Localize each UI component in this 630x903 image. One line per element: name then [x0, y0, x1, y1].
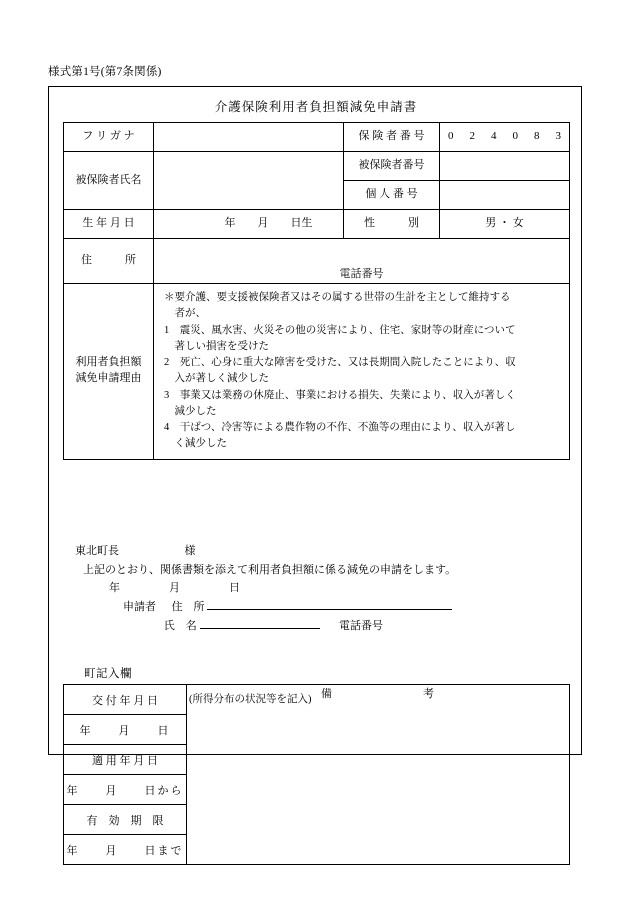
- apply-date-value[interactable]: 年 月 日から: [64, 775, 187, 805]
- table-row: [64, 152, 570, 181]
- addressee-suffix: 様: [184, 545, 196, 557]
- gender-value[interactable]: 男 ・ 女: [440, 210, 570, 239]
- remarks-note: (所得分布の状況等を記入): [189, 694, 312, 705]
- insurer-digit: 4: [491, 130, 497, 143]
- insurer-digit: 0: [448, 130, 454, 143]
- insurer-number-label: 保 険 者 番 号: [344, 123, 440, 152]
- valid-period-label: 有 効 期 限: [64, 805, 187, 835]
- form-number: 様式第1号(第7条関係): [48, 66, 162, 78]
- insurer-digit: 2: [469, 130, 475, 143]
- table-row: [64, 239, 570, 284]
- apply-date-label: 適 用 年 月 日: [64, 745, 187, 775]
- remarks-label-left: 備: [321, 688, 333, 700]
- birthdate-value[interactable]: 年 月 日生: [154, 210, 344, 239]
- page-title: 介護保険利用者負担額減免申請書: [214, 100, 418, 114]
- town-entry-table: [63, 684, 570, 865]
- insured-name-value[interactable]: [154, 152, 344, 210]
- reason-label: [64, 284, 154, 460]
- submission-date-line[interactable]: 年 月 日: [109, 582, 244, 595]
- table-row: [64, 685, 570, 715]
- remarks-label-right: 考: [423, 688, 435, 700]
- reason-content[interactable]: [154, 284, 570, 460]
- insurer-digit: 3: [555, 130, 561, 143]
- town-section-label: 町記入欄: [84, 668, 132, 680]
- personal-number-label: 個 人 番 号: [344, 181, 440, 210]
- reason-line: 者が、: [164, 308, 206, 320]
- reason-label-line2: 減免申請理由: [75, 372, 142, 385]
- insurer-number-digits: [440, 129, 569, 145]
- valid-period-value[interactable]: 年 月 日まで: [64, 835, 187, 865]
- address-value[interactable]: [154, 239, 570, 284]
- applicant-name-label: 氏 名: [163, 619, 197, 632]
- applicant-label: 申請者: [123, 601, 156, 614]
- insurer-digit: 8: [534, 130, 540, 143]
- applicant-address-line: [63, 598, 569, 617]
- applicant-phone-label: 電話番号: [339, 619, 383, 632]
- remarks-cell[interactable]: [187, 685, 570, 865]
- reason-line: 1 震災、風水害、火災その他の災害により、住宅、家財等の財産について: [164, 324, 516, 336]
- table-row: [64, 123, 570, 152]
- issue-date-label: 交 付 年 月 日: [64, 685, 187, 715]
- birthdate-label: 生 年 月 日: [64, 210, 154, 239]
- furigana-value[interactable]: [154, 123, 344, 152]
- gender-label: 性 別: [344, 210, 440, 239]
- insurer-number-value: [440, 123, 570, 152]
- reason-line: ＊要介護、要支援被保険者又はその属する世帯の生計を主として維持する: [164, 292, 511, 303]
- reason-line: 減少した: [164, 405, 217, 417]
- reason-line: 3 事業又は業務の休廃止、事業における損失、失業により、収入が著しく: [164, 389, 516, 401]
- reason-line: 著しい損害を受けた: [164, 340, 269, 352]
- table-row: [64, 284, 570, 460]
- reason-line: 入が著しく減少した: [164, 373, 269, 385]
- addressee: 東北町長: [75, 545, 119, 557]
- applicant-information-table: [63, 122, 570, 460]
- applicant-address-label: 住 所: [171, 601, 205, 614]
- form-outer-frame: [48, 86, 582, 857]
- issue-date-value[interactable]: 年 月 日: [64, 715, 187, 745]
- applicant-address-field[interactable]: [207, 609, 452, 610]
- applicant-name-line: [63, 617, 569, 636]
- insured-number-label: 被保険者番号: [344, 152, 440, 181]
- furigana-label: フ リ ガ ナ: [64, 123, 154, 152]
- reason-line: 4 干ばつ、冷害等による農作物の不作、不漁等の理由により、収入が著し: [164, 422, 516, 434]
- insured-name-label: 被保険者氏名: [64, 152, 154, 210]
- reason-line: く減少した: [164, 438, 227, 450]
- addressee-line: [63, 542, 569, 561]
- reason-list: [154, 284, 569, 459]
- submission-block: [63, 542, 569, 635]
- applicant-name-field[interactable]: [200, 628, 320, 629]
- submission-statement: 上記のとおり、関係書類を添えて利用者負担額に係る減免の申請をします。: [83, 563, 457, 576]
- reason-line: 2 死亡、心身に重大な障害を受けた、又は長期間入院したことにより、収: [164, 357, 516, 369]
- insurer-digit: 0: [512, 130, 518, 143]
- personal-number-value[interactable]: [440, 181, 570, 210]
- table-row: [64, 210, 570, 239]
- reason-label-line1: 利用者負担額: [75, 356, 142, 369]
- address-label: 住 所: [64, 239, 154, 284]
- phone-label: 電話番号: [339, 268, 384, 281]
- insured-number-value[interactable]: [440, 152, 570, 181]
